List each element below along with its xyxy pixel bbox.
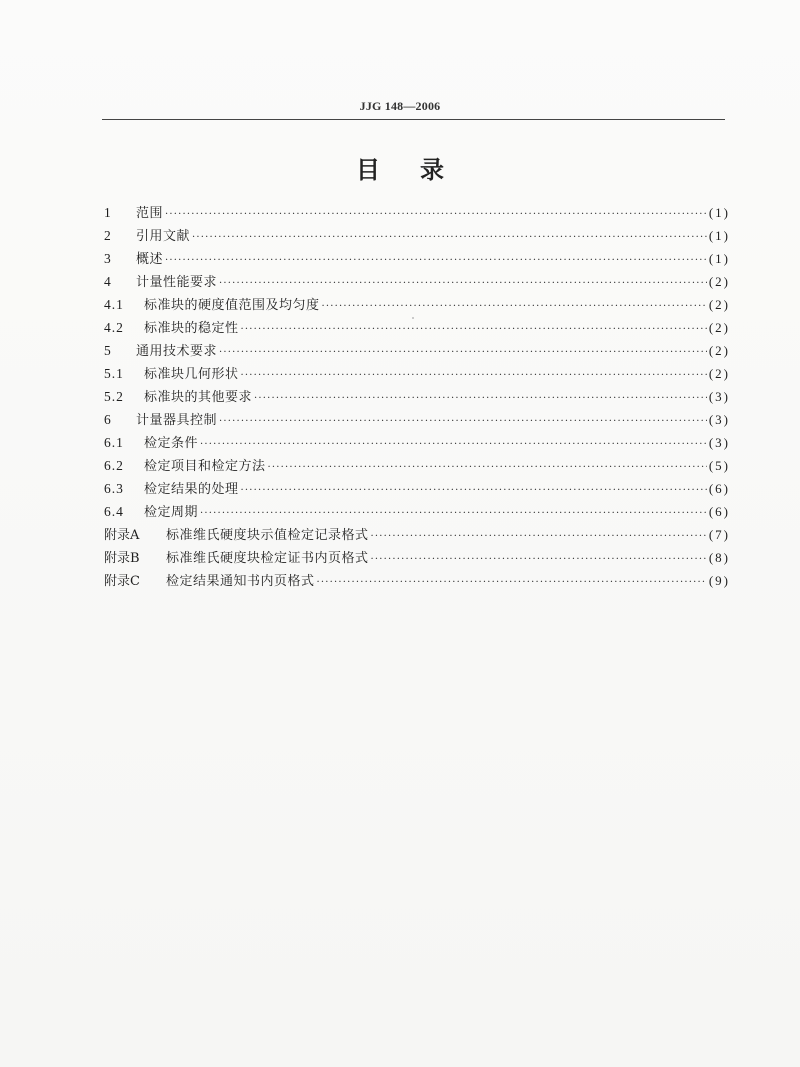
- toc-entry-number: 6.3: [104, 481, 124, 496]
- toc-entry-page: (9): [708, 573, 730, 588]
- toc-entry[interactable]: [104, 500, 730, 523]
- title-char-1: 目: [356, 156, 380, 184]
- toc-entry-title: 检定条件: [144, 436, 199, 451]
- toc-entry[interactable]: [104, 247, 730, 270]
- toc-entry-number: 附录C: [104, 574, 140, 589]
- toc-entry-page: (2): [708, 274, 730, 289]
- toc-entry-page: (2): [708, 343, 730, 358]
- toc-entry-title: 标准维氏硬度块示值检定记录格式: [166, 528, 369, 543]
- toc-dot-leader: [219, 341, 707, 364]
- toc-entry-page: (2): [708, 320, 730, 335]
- toc-entry[interactable]: [104, 408, 730, 431]
- toc-entry-page: (2): [708, 366, 730, 381]
- toc-entry-number: 附录A: [104, 528, 140, 543]
- toc-dot-leader: [317, 571, 707, 594]
- toc-entry-title: 通用技术要求: [136, 344, 218, 359]
- toc-entry-number: 4: [104, 274, 112, 289]
- toc-entry-title: 检定周期: [144, 505, 199, 520]
- toc-entry-number: 5.1: [104, 366, 124, 381]
- toc-dot-leader: [200, 502, 707, 525]
- scan-speck: [412, 317, 414, 319]
- toc-dot-leader: [200, 433, 707, 456]
- toc-entry[interactable]: [104, 316, 730, 339]
- toc-entry-page: (3): [708, 435, 730, 450]
- toc-entry-page: (1): [708, 228, 730, 243]
- title-char-2: 录: [420, 156, 444, 184]
- toc-entry[interactable]: [104, 523, 730, 546]
- toc-entry-number: 5.2: [104, 389, 124, 404]
- toc-entry-number: 附录B: [104, 551, 140, 566]
- toc-dot-leader: [165, 203, 707, 226]
- toc-entry-number: 2: [104, 228, 112, 243]
- table-of-contents: [104, 201, 730, 592]
- toc-entry-title: 标准块的其他要求: [144, 390, 253, 405]
- toc-entry[interactable]: [104, 385, 730, 408]
- toc-entry[interactable]: [104, 362, 730, 385]
- toc-entry-number: 1: [104, 205, 112, 220]
- toc-entry-number: 6.1: [104, 435, 124, 450]
- toc-entry-page: (3): [708, 389, 730, 404]
- toc-entry-page: (8): [708, 550, 730, 565]
- toc-dot-leader: [268, 456, 707, 479]
- toc-entry-title: 范围: [136, 206, 164, 221]
- toc-entry-page: (5): [708, 458, 730, 473]
- toc-entry-page: (1): [708, 205, 730, 220]
- toc-entry-title: 标准维氏硬度块检定证书内页格式: [166, 551, 369, 566]
- toc-entry-title: 标准块的硬度值范围及均匀度: [144, 298, 320, 313]
- toc-entry-number: 6: [104, 412, 112, 427]
- toc-entry-title: 计量器具控制: [136, 413, 218, 428]
- toc-entry[interactable]: [104, 546, 730, 569]
- toc-entry-title: 引用文献: [136, 229, 191, 244]
- toc-entry-page: (3): [708, 412, 730, 427]
- toc-entry-number: 4.2: [104, 320, 124, 335]
- toc-entry-page: (2): [708, 297, 730, 312]
- toc-entry-title: 检定结果的处理: [144, 482, 239, 497]
- toc-entry-page: (1): [708, 251, 730, 266]
- toc-entry-title: 概述: [136, 252, 164, 267]
- toc-entry[interactable]: [104, 201, 730, 224]
- toc-entry-page: (7): [708, 527, 730, 542]
- toc-dot-leader: [371, 548, 707, 571]
- toc-dot-leader: [165, 249, 707, 272]
- toc-entry-page: (6): [708, 481, 730, 496]
- toc-entry[interactable]: [104, 477, 730, 500]
- toc-entry-number: 6.4: [104, 504, 124, 519]
- toc-dot-leader: [322, 295, 707, 318]
- toc-dot-leader: [241, 479, 707, 502]
- toc-entry-title: 计量性能要求: [136, 275, 218, 290]
- toc-entry-title: 检定结果通知书内页格式: [166, 574, 315, 589]
- toc-entry-title: 标准块的稳定性: [144, 321, 239, 336]
- toc-entry-title: 标准块几何形状: [144, 367, 239, 382]
- toc-entry[interactable]: [104, 270, 730, 293]
- toc-entry-title: 检定项目和检定方法: [144, 459, 266, 474]
- standard-code: JJG 148—2006: [359, 99, 441, 113]
- toc-entry-number: 3: [104, 251, 112, 266]
- toc-dot-leader: [254, 387, 707, 410]
- toc-entry-page: (6): [708, 504, 730, 519]
- toc-dot-leader: [192, 226, 707, 249]
- toc-entry[interactable]: [104, 569, 730, 592]
- toc-entry[interactable]: [104, 224, 730, 247]
- toc-entry[interactable]: [104, 454, 730, 477]
- toc-dot-leader: [371, 525, 707, 548]
- toc-dot-leader: [241, 318, 707, 341]
- toc-entry[interactable]: [104, 293, 730, 316]
- toc-entry[interactable]: [104, 431, 730, 454]
- toc-dot-leader: [241, 364, 707, 387]
- toc-entry-number: 5: [104, 343, 112, 358]
- toc-entry-number: 4.1: [104, 297, 124, 312]
- toc-dot-leader: [219, 410, 707, 433]
- toc-entry[interactable]: [104, 339, 730, 362]
- page-title: [0, 150, 800, 185]
- header-rule: [102, 119, 725, 120]
- toc-dot-leader: [219, 272, 707, 295]
- toc-entry-number: 6.2: [104, 458, 124, 473]
